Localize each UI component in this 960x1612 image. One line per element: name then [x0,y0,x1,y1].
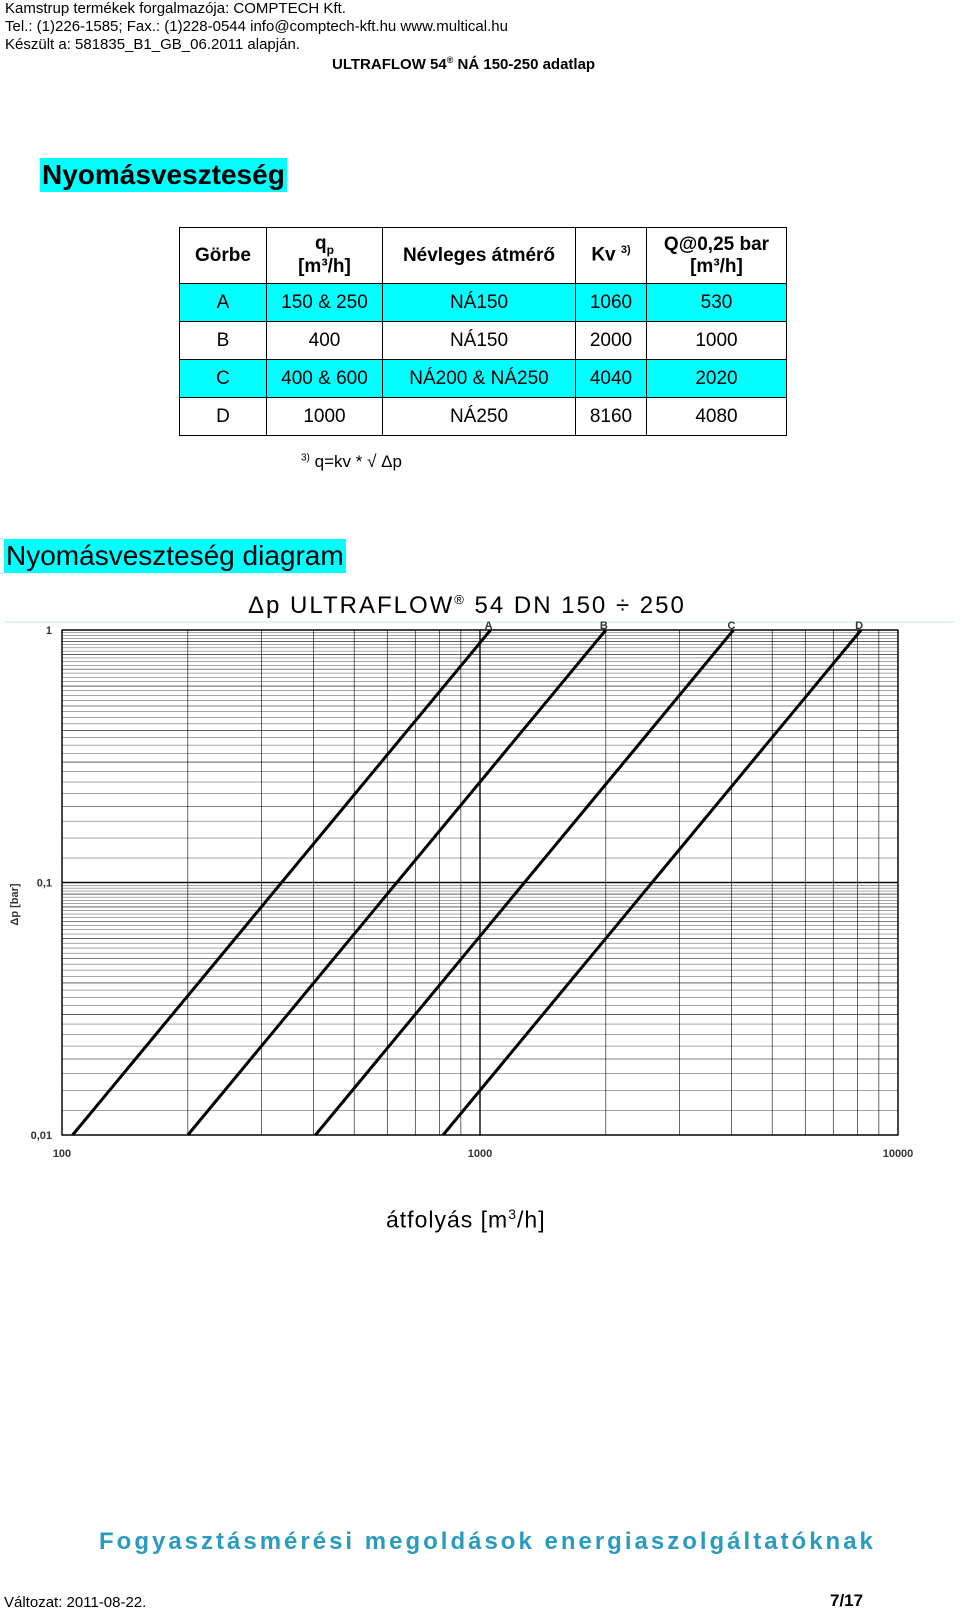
header-source: Készült a: 581835_B1_GB_06.2011 alapján. [5,36,300,53]
cell-qp: 400 [267,322,383,360]
cell-curve: C [180,360,267,398]
cell-qp: 150 & 250 [267,284,383,322]
section-title-diagram: Nyomásveszteség diagram [6,540,344,571]
cell-qp: 1000 [267,398,383,436]
cell-nominal: NÁ250 [383,398,576,436]
table-footnote: $^{3)}$ q=kv * √ Δp [301,452,402,471]
section-title-pressure-loss: Nyomásveszteség [42,159,285,190]
chart-grid [62,630,898,1135]
y-tick-label: 0,01 [30,1130,52,1142]
cell-q: 1000 [647,322,787,360]
y-tick-label: 0,1 [36,877,52,890]
cell-kv: 8160 [576,398,647,436]
table-row [180,398,787,436]
x-tick-label: 100 [52,1148,72,1160]
cell-kv: 2000 [576,322,647,360]
cell-kv: 1060 [576,284,647,322]
cell-q: 2020 [647,360,787,398]
cell-q: 530 [647,284,787,322]
pressure-loss-table [179,227,787,436]
y-tick-label: 1 [45,625,52,637]
col-header-kv: Kv $^{3)}$ [576,228,647,284]
series-label-b: B [599,620,608,632]
cell-curve: D [180,398,267,436]
cell-nominal: NÁ150 [383,284,576,322]
series-label-d: D [855,620,864,632]
cell-nominal: NÁ150 [383,322,576,360]
chart-title: Δp ULTRAFLOW® 54 DN 150 ÷ 250 [248,592,686,619]
header-contact: Tel.: (1)226-1585; Fax.: (1)228-0544 info@comptech-kft.hu www.multical.hu [5,18,508,35]
series-label-c: C [727,620,736,632]
cell-qp: 400 & 600 [267,360,383,398]
table-row [180,322,787,360]
cell-curve: B [180,322,267,360]
table-header-row [180,228,787,284]
page-number: 7/17 [830,1591,864,1610]
col-header-q025: Q@0,25 bar [m³/h] [647,228,787,284]
series-label-a: A [484,620,493,632]
table-row [180,360,787,398]
header-company: Kamstrup termékek forgalmazója: COMPTECH Kft. [5,0,346,17]
footer-slogan: Fogyasztásmérési megoldások energiaszolgáltatóknak [99,1528,876,1555]
col-header-qp: $q_p$ [m³/h] [267,228,383,284]
table-row [180,284,787,322]
cell-curve: A [180,284,267,322]
document-title: ULTRAFLOW 54® NÁ 150-250 adatlap [332,55,596,73]
cell-kv: 4040 [576,360,647,398]
pressure-loss-chart [0,615,960,1195]
y-axis-label: Δp [bar] [9,883,21,926]
cell-nominal: NÁ200 & NÁ250 [383,360,576,398]
x-tick-label: 10000 [882,1148,914,1160]
footer-version: Változat: 2011-08-22. [4,1594,147,1611]
cell-q: 4080 [647,398,787,436]
x-tick-label: 1000 [467,1148,493,1160]
x-axis-label: átfolyás $[m^3/h]$ [386,1206,546,1233]
col-header-curve: Görbe [180,228,267,284]
col-header-nominal: Névleges átmérő [383,228,576,284]
